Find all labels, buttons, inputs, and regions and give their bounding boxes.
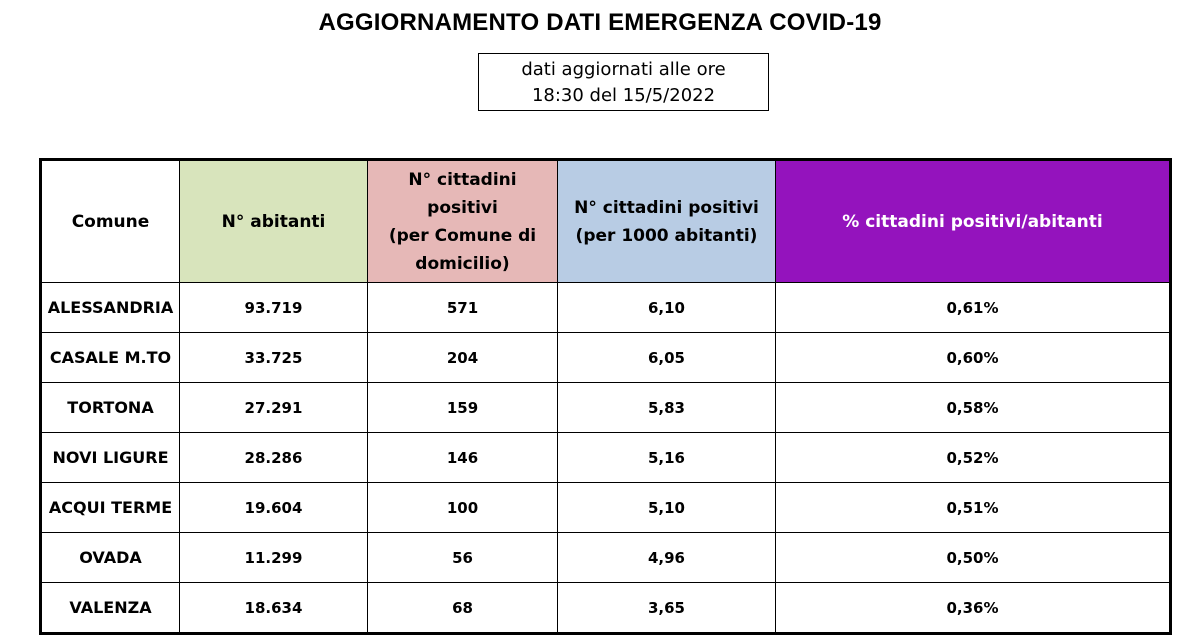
cell-perc: 0,52% (776, 433, 1171, 483)
cell-positivi: 204 (368, 333, 558, 383)
cell-abitanti: 27.291 (180, 383, 368, 433)
cell-positivi: 68 (368, 583, 558, 634)
header-per1000 (558, 160, 776, 283)
covid-data-table (39, 158, 1172, 635)
cell-abitanti: 19.604 (180, 483, 368, 533)
header-per1000-line-1: N° cittadini positivi (574, 197, 759, 218)
cell-perc: 0,36% (776, 583, 1171, 634)
update-timestamp-box (478, 53, 769, 111)
cell-perc: 0,58% (776, 383, 1171, 433)
header-comune: Comune (41, 160, 180, 283)
cell-positivi: 159 (368, 383, 558, 433)
table-header-row (41, 160, 1171, 283)
table-row (41, 283, 1171, 333)
cell-perc: 0,50% (776, 533, 1171, 583)
cell-comune: VALENZA (41, 583, 180, 634)
cell-positivi: 146 (368, 433, 558, 483)
cell-per1000: 6,10 (558, 283, 776, 333)
table-row (41, 483, 1171, 533)
header-abitanti: N° abitanti (180, 160, 368, 283)
cell-abitanti: 33.725 (180, 333, 368, 383)
cell-positivi: 56 (368, 533, 558, 583)
update-line-2: 18:30 del 15/5/2022 (531, 85, 716, 106)
cell-per1000: 5,83 (558, 383, 776, 433)
cell-comune: ALESSANDRIA (41, 283, 180, 333)
header-positivi-line-1: N° cittadini (408, 169, 517, 190)
header-positivi (368, 160, 558, 283)
header-positivi-line-4: domicilio) (415, 253, 510, 274)
update-line-1: dati aggiornati alle ore (521, 59, 726, 80)
table-row (41, 433, 1171, 483)
cell-per1000: 6,05 (558, 333, 776, 383)
cell-positivi: 100 (368, 483, 558, 533)
table-row (41, 383, 1171, 433)
cell-per1000: 4,96 (558, 533, 776, 583)
table-row (41, 533, 1171, 583)
header-positivi-line-3: (per Comune di (388, 225, 537, 246)
page-title: AGGIORNAMENTO DATI EMERGENZA COVID-19 (318, 9, 882, 36)
table-row (41, 583, 1171, 634)
cell-abitanti: 18.634 (180, 583, 368, 634)
cell-perc: 0,51% (776, 483, 1171, 533)
cell-abitanti: 11.299 (180, 533, 368, 583)
header-per1000-line-2: (per 1000 abitanti) (575, 225, 758, 246)
cell-abitanti: 28.286 (180, 433, 368, 483)
cell-perc: 0,61% (776, 283, 1171, 333)
cell-comune: OVADA (41, 533, 180, 583)
header-positivi-line-2: positivi (427, 197, 498, 218)
cell-positivi: 571 (368, 283, 558, 333)
cell-comune: NOVI LIGURE (41, 433, 180, 483)
cell-abitanti: 93.719 (180, 283, 368, 333)
cell-comune: ACQUI TERME (41, 483, 180, 533)
cell-per1000: 3,65 (558, 583, 776, 634)
cell-per1000: 5,16 (558, 433, 776, 483)
header-percentuale: % cittadini positivi/abitanti (776, 160, 1171, 283)
cell-per1000: 5,10 (558, 483, 776, 533)
cell-comune: TORTONA (41, 383, 180, 433)
cell-perc: 0,60% (776, 333, 1171, 383)
table-row (41, 333, 1171, 383)
cell-comune: CASALE M.TO (41, 333, 180, 383)
